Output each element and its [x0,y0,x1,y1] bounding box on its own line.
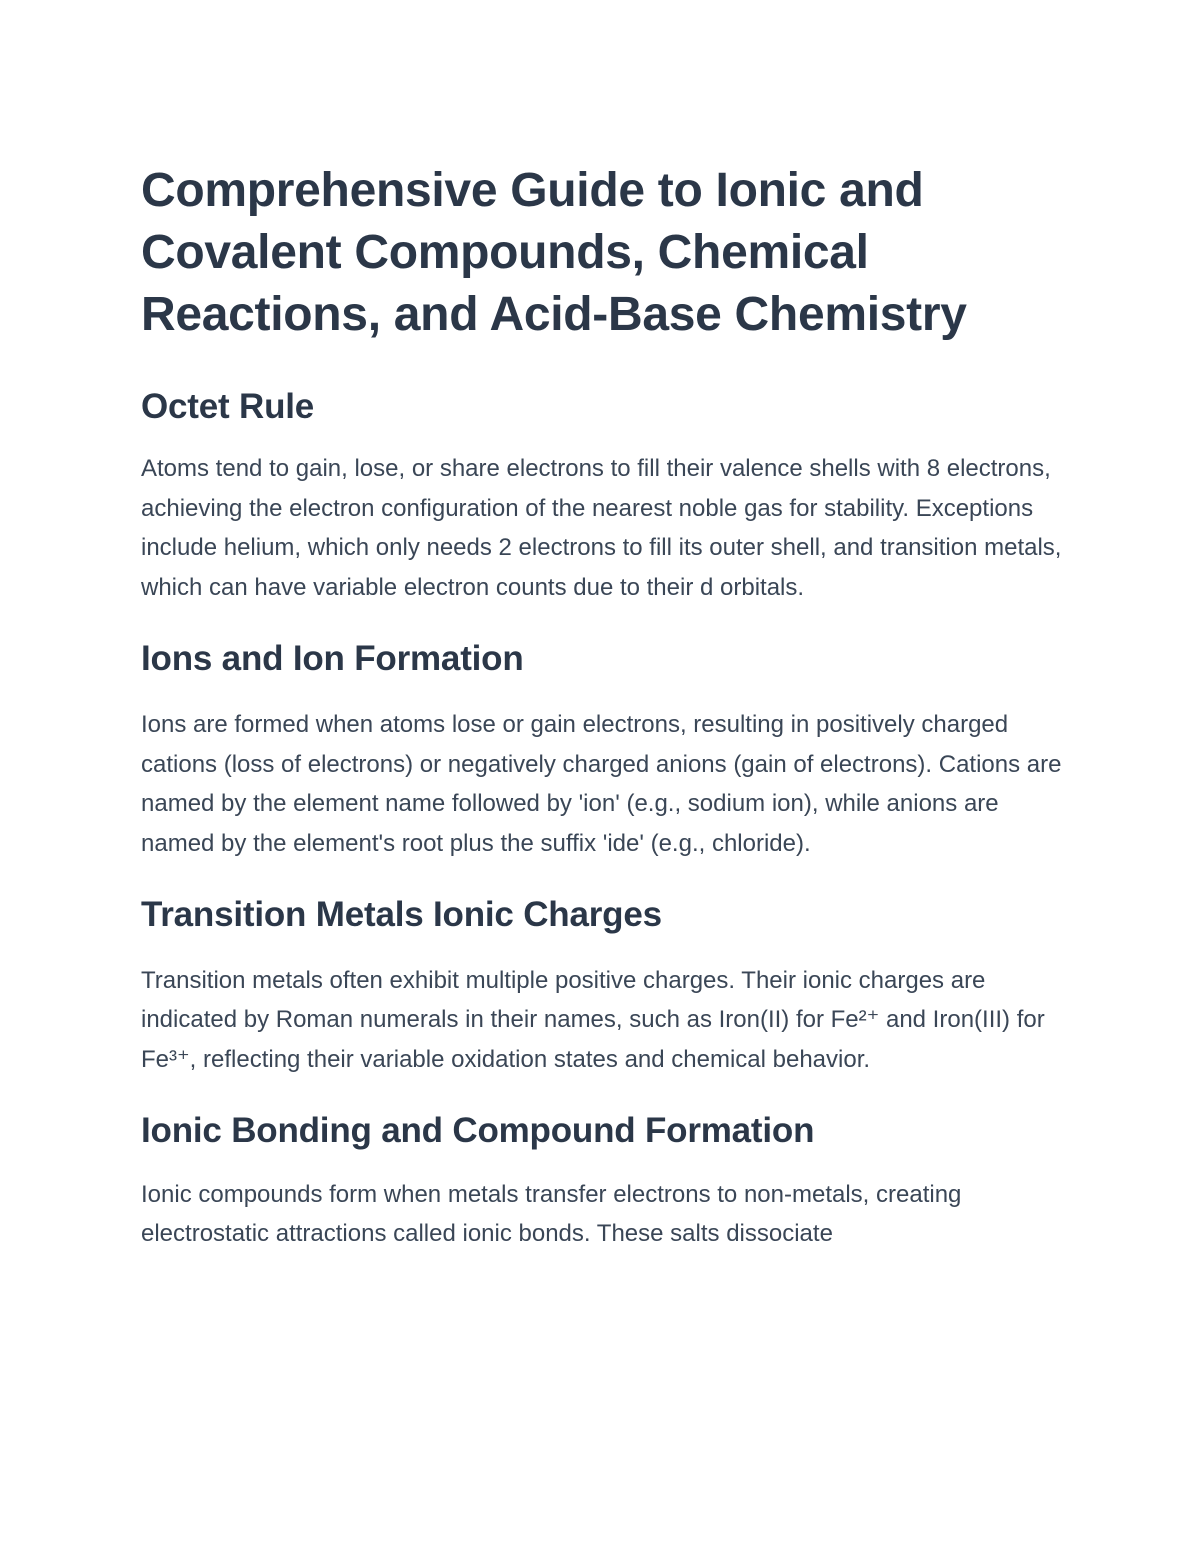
section-body-transition-metals: Transition metals often exhibit multiple positive charges. Their ionic charges are indicated by Roman numerals in their names, such as Iron(II) for Fe²⁺ and Iron(III) for Fe³⁺, reflecting their variable oxidation states and chemical behavior. [141,966,1045,1074]
section-heading-transition-metals: Transition Metals Ionic Charges [141,894,662,934]
section-body-octet-rule: Atoms tend to gain, lose, or share electrons to fill their valence shells with 8 electrons, achieving the electron configuration of the nearest noble gas for stability. Exceptions include helium, which only needs 2 electrons to fill its outer shell, and transition metals, which can have variable electron counts due to their d orbitals. [141,455,1062,602]
section-body-ionic-bonding: Ionic compounds form when metals transfer electrons to non-metals, creating electrostatic attractions called ionic bonds. These salts dissociate [141,1180,962,1248]
section-heading-octet-rule: Octet Rule [141,387,315,426]
section-heading-ions-formation: Ions and Ion Formation [141,638,524,678]
document-page [141,160,1066,1254]
document-title: Comprehensive Guide to Ionic and Covalent Compounds, Chemical Reactions, and Acid-Base Chemistry [141,164,967,341]
section-heading-ionic-bonding: Ionic Bonding and Compound Formation [141,1110,815,1150]
section-body-ions-formation: Ions are formed when atoms lose or gain electrons, resulting in positively charged cations (loss of electrons) or negatively charged anions (gain of electrons). Cations are named by the element name followed by 'ion' (e.g., sodium ion), while anions are named by the element's root plus the suffix 'ide' (e.g., chloride). [141,710,1062,857]
